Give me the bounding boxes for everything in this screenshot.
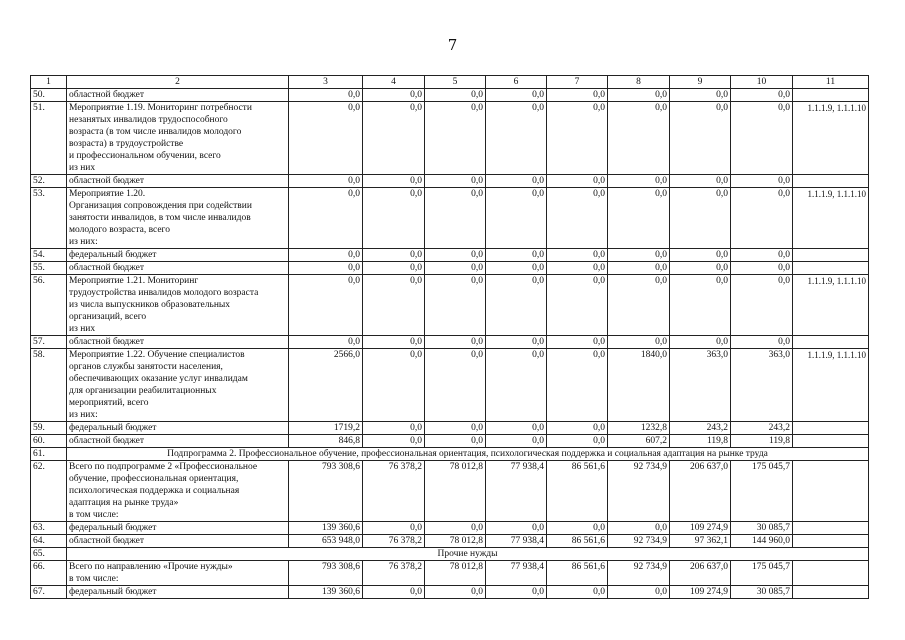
value-cell: 0,0 bbox=[425, 422, 486, 435]
value-cell: 0,0 bbox=[608, 586, 670, 599]
header-cell: 8 bbox=[608, 76, 670, 89]
value-cell: 846,8 bbox=[289, 435, 363, 448]
budget-table bbox=[30, 75, 869, 599]
value-cell: 0,0 bbox=[670, 275, 731, 336]
value-cell: 0,0 bbox=[670, 188, 731, 249]
row-number: 61. bbox=[31, 448, 67, 461]
row-number: 53. bbox=[31, 188, 67, 249]
table-body bbox=[31, 76, 869, 599]
value-cell: 0,0 bbox=[547, 586, 608, 599]
value-cell: 0,0 bbox=[363, 275, 425, 336]
table-row bbox=[31, 349, 869, 422]
codes-cell: 1.1.1.9, 1.1.1.10 bbox=[793, 349, 869, 422]
value-cell: 0,0 bbox=[363, 349, 425, 422]
value-cell: 0,0 bbox=[425, 336, 486, 349]
codes-cell bbox=[793, 561, 869, 586]
value-cell: 0,0 bbox=[731, 188, 793, 249]
value-cell: 0,0 bbox=[547, 522, 608, 535]
row-number: 66. bbox=[31, 561, 67, 586]
codes-cell bbox=[793, 522, 869, 535]
row-number: 57. bbox=[31, 336, 67, 349]
value-cell: 1840,0 bbox=[608, 349, 670, 422]
value-cell: 2566,0 bbox=[289, 349, 363, 422]
value-cell: 0,0 bbox=[608, 522, 670, 535]
header-cell: 4 bbox=[363, 76, 425, 89]
value-cell: 109 274,9 bbox=[670, 586, 731, 599]
section-title: Прочие нужды bbox=[67, 548, 869, 561]
value-cell: 0,0 bbox=[486, 262, 547, 275]
header-cell: 7 bbox=[547, 76, 608, 89]
table-row bbox=[31, 548, 869, 561]
table-row bbox=[31, 448, 869, 461]
header-cell: 9 bbox=[670, 76, 731, 89]
value-cell: 0,0 bbox=[289, 249, 363, 262]
value-cell: 653 948,0 bbox=[289, 535, 363, 548]
table-row bbox=[31, 249, 869, 262]
value-cell: 0,0 bbox=[363, 249, 425, 262]
value-cell: 0,0 bbox=[731, 249, 793, 262]
value-cell: 97 362,1 bbox=[670, 535, 731, 548]
table-row bbox=[31, 188, 869, 249]
row-number: 67. bbox=[31, 586, 67, 599]
row-number: 54. bbox=[31, 249, 67, 262]
codes-cell: 1.1.1.9, 1.1.1.10 bbox=[793, 102, 869, 175]
value-cell: 0,0 bbox=[486, 102, 547, 175]
value-cell: 206 637,0 bbox=[670, 561, 731, 586]
value-cell: 119,8 bbox=[731, 435, 793, 448]
value-cell: 0,0 bbox=[425, 275, 486, 336]
value-cell: 363,0 bbox=[670, 349, 731, 422]
value-cell: 0,0 bbox=[486, 275, 547, 336]
value-cell: 77 938,4 bbox=[486, 561, 547, 586]
value-cell: 0,0 bbox=[547, 435, 608, 448]
value-cell: 0,0 bbox=[731, 175, 793, 188]
item-name: областной бюджет bbox=[67, 535, 289, 548]
value-cell: 0,0 bbox=[608, 275, 670, 336]
value-cell: 0,0 bbox=[670, 175, 731, 188]
value-cell: 0,0 bbox=[608, 262, 670, 275]
value-cell: 78 012,8 bbox=[425, 461, 486, 522]
item-name: областной бюджет bbox=[67, 262, 289, 275]
item-name: областной бюджет bbox=[67, 336, 289, 349]
table-row bbox=[31, 561, 869, 586]
codes-cell bbox=[793, 336, 869, 349]
value-cell: 0,0 bbox=[289, 175, 363, 188]
codes-cell bbox=[793, 175, 869, 188]
value-cell: 0,0 bbox=[486, 336, 547, 349]
table-row bbox=[31, 89, 869, 102]
value-cell: 0,0 bbox=[486, 349, 547, 422]
item-name: областной бюджет bbox=[67, 435, 289, 448]
item-name: Всего по направлению «Прочие нужды» в том числе: bbox=[67, 561, 289, 586]
row-number: 55. bbox=[31, 262, 67, 275]
value-cell: 0,0 bbox=[547, 188, 608, 249]
value-cell: 0,0 bbox=[731, 275, 793, 336]
value-cell: 0,0 bbox=[363, 102, 425, 175]
row-number: 58. bbox=[31, 349, 67, 422]
table-row bbox=[31, 275, 869, 336]
header-cell: 10 bbox=[731, 76, 793, 89]
row-number: 56. bbox=[31, 275, 67, 336]
row-number: 51. bbox=[31, 102, 67, 175]
value-cell: 0,0 bbox=[486, 586, 547, 599]
value-cell: 0,0 bbox=[486, 188, 547, 249]
value-cell: 0,0 bbox=[425, 349, 486, 422]
value-cell: 0,0 bbox=[547, 89, 608, 102]
value-cell: 0,0 bbox=[425, 522, 486, 535]
value-cell: 0,0 bbox=[363, 435, 425, 448]
value-cell: 0,0 bbox=[670, 336, 731, 349]
value-cell: 92 734,9 bbox=[608, 561, 670, 586]
value-cell: 92 734,9 bbox=[608, 461, 670, 522]
value-cell: 0,0 bbox=[363, 89, 425, 102]
value-cell: 0,0 bbox=[425, 89, 486, 102]
value-cell: 0,0 bbox=[547, 275, 608, 336]
value-cell: 0,0 bbox=[731, 102, 793, 175]
value-cell: 0,0 bbox=[425, 175, 486, 188]
value-cell: 0,0 bbox=[670, 262, 731, 275]
value-cell: 0,0 bbox=[363, 175, 425, 188]
value-cell: 0,0 bbox=[547, 336, 608, 349]
value-cell: 109 274,9 bbox=[670, 522, 731, 535]
value-cell: 76 378,2 bbox=[363, 461, 425, 522]
value-cell: 0,0 bbox=[486, 422, 547, 435]
row-number: 60. bbox=[31, 435, 67, 448]
value-cell: 30 085,7 bbox=[731, 586, 793, 599]
table-row bbox=[31, 586, 869, 599]
value-cell: 78 012,8 bbox=[425, 561, 486, 586]
value-cell: 0,0 bbox=[547, 262, 608, 275]
value-cell: 175 045,7 bbox=[731, 461, 793, 522]
codes-cell bbox=[793, 262, 869, 275]
value-cell: 78 012,8 bbox=[425, 535, 486, 548]
value-cell: 0,0 bbox=[289, 188, 363, 249]
value-cell: 363,0 bbox=[731, 349, 793, 422]
value-cell: 0,0 bbox=[425, 188, 486, 249]
page-number: 7 bbox=[447, 36, 458, 54]
value-cell: 0,0 bbox=[670, 102, 731, 175]
value-cell: 1719,2 bbox=[289, 422, 363, 435]
value-cell: 0,0 bbox=[547, 175, 608, 188]
value-cell: 0,0 bbox=[731, 89, 793, 102]
header-cell: 3 bbox=[289, 76, 363, 89]
codes-cell bbox=[793, 89, 869, 102]
row-number: 62. bbox=[31, 461, 67, 522]
value-cell: 0,0 bbox=[363, 422, 425, 435]
table-row bbox=[31, 175, 869, 188]
value-cell: 793 308,6 bbox=[289, 461, 363, 522]
table-row bbox=[31, 422, 869, 435]
item-name: федеральный бюджет bbox=[67, 422, 289, 435]
value-cell: 139 360,6 bbox=[289, 586, 363, 599]
value-cell: 793 308,6 bbox=[289, 561, 363, 586]
value-cell: 0,0 bbox=[363, 336, 425, 349]
value-cell: 0,0 bbox=[363, 586, 425, 599]
item-name: областной бюджет bbox=[67, 175, 289, 188]
value-cell: 0,0 bbox=[670, 89, 731, 102]
value-cell: 0,0 bbox=[547, 349, 608, 422]
value-cell: 0,0 bbox=[425, 102, 486, 175]
value-cell: 92 734,9 bbox=[608, 535, 670, 548]
value-cell: 119,8 bbox=[670, 435, 731, 448]
table-row bbox=[31, 262, 869, 275]
value-cell: 0,0 bbox=[608, 188, 670, 249]
table-row bbox=[31, 535, 869, 548]
value-cell: 0,0 bbox=[289, 275, 363, 336]
value-cell: 0,0 bbox=[731, 262, 793, 275]
value-cell: 86 561,6 bbox=[547, 535, 608, 548]
table-row bbox=[31, 461, 869, 522]
value-cell: 0,0 bbox=[608, 175, 670, 188]
item-name: Мероприятие 1.20. Организация сопровождения при содействии занятости инвалидов, в том числе инвалидов молодого возраста, всего из них: bbox=[67, 188, 289, 249]
item-name: Мероприятие 1.19. Мониторинг потребности незанятых инвалидов трудоспособного возраста (в том числе инвалидов молодого возраста) в трудоустройстве и профессиональном обучении, всего из них bbox=[67, 102, 289, 175]
value-cell: 30 085,7 bbox=[731, 522, 793, 535]
item-name: Мероприятие 1.22. Обучение специалистов органов службы занятости населения, обеспечивающих оказание услуг инвалидам для организации реабилитационных мероприятий, всего из них: bbox=[67, 349, 289, 422]
header-cell: 2 bbox=[67, 76, 289, 89]
value-cell: 0,0 bbox=[425, 262, 486, 275]
value-cell: 0,0 bbox=[608, 336, 670, 349]
row-number: 50. bbox=[31, 89, 67, 102]
value-cell: 0,0 bbox=[608, 102, 670, 175]
value-cell: 0,0 bbox=[731, 336, 793, 349]
value-cell: 1232,8 bbox=[608, 422, 670, 435]
value-cell: 0,0 bbox=[486, 522, 547, 535]
value-cell: 0,0 bbox=[289, 262, 363, 275]
header-cell: 6 bbox=[486, 76, 547, 89]
row-number: 63. bbox=[31, 522, 67, 535]
value-cell: 0,0 bbox=[486, 89, 547, 102]
value-cell: 77 938,4 bbox=[486, 461, 547, 522]
value-cell: 77 938,4 bbox=[486, 535, 547, 548]
value-cell: 243,2 bbox=[731, 422, 793, 435]
value-cell: 86 561,6 bbox=[547, 561, 608, 586]
value-cell: 206 637,0 bbox=[670, 461, 731, 522]
value-cell: 0,0 bbox=[486, 175, 547, 188]
item-name: Всего по подпрограмме 2 «Профессиональное обучение, профессиональная ориентация, психологическая поддержка и социальная адаптация на рынке труда» в том числе: bbox=[67, 461, 289, 522]
codes-cell bbox=[793, 249, 869, 262]
value-cell: 175 045,7 bbox=[731, 561, 793, 586]
value-cell: 0,0 bbox=[547, 102, 608, 175]
codes-cell: 1.1.1.9, 1.1.1.10 bbox=[793, 188, 869, 249]
value-cell: 0,0 bbox=[289, 102, 363, 175]
value-cell: 0,0 bbox=[547, 422, 608, 435]
value-cell: 0,0 bbox=[486, 435, 547, 448]
codes-cell bbox=[793, 435, 869, 448]
row-number: 65. bbox=[31, 548, 67, 561]
value-cell: 0,0 bbox=[608, 249, 670, 262]
value-cell: 0,0 bbox=[425, 435, 486, 448]
value-cell: 0,0 bbox=[363, 188, 425, 249]
codes-cell bbox=[793, 422, 869, 435]
table-row bbox=[31, 102, 869, 175]
table-row bbox=[31, 522, 869, 535]
item-name: областной бюджет bbox=[67, 89, 289, 102]
value-cell: 0,0 bbox=[486, 249, 547, 262]
value-cell: 144 960,0 bbox=[731, 535, 793, 548]
value-cell: 76 378,2 bbox=[363, 535, 425, 548]
header-cell: 11 bbox=[793, 76, 869, 89]
value-cell: 0,0 bbox=[608, 89, 670, 102]
header-cell: 5 bbox=[425, 76, 486, 89]
table-row bbox=[31, 435, 869, 448]
section-title: Подпрограмма 2. Профессиональное обучение, профессиональная ориентация, психологическая поддержка и социальная адаптация на рынке труда bbox=[67, 448, 869, 461]
row-number: 52. bbox=[31, 175, 67, 188]
value-cell: 0,0 bbox=[547, 249, 608, 262]
item-name: федеральный бюджет bbox=[67, 586, 289, 599]
value-cell: 607,2 bbox=[608, 435, 670, 448]
header-row bbox=[31, 76, 869, 89]
item-name: федеральный бюджет bbox=[67, 522, 289, 535]
row-number: 64. bbox=[31, 535, 67, 548]
row-number: 59. bbox=[31, 422, 67, 435]
value-cell: 139 360,6 bbox=[289, 522, 363, 535]
codes-cell: 1.1.1.9, 1.1.1.10 bbox=[793, 275, 869, 336]
value-cell: 0,0 bbox=[670, 249, 731, 262]
value-cell: 76 378,2 bbox=[363, 561, 425, 586]
value-cell: 0,0 bbox=[289, 89, 363, 102]
item-name: федеральный бюджет bbox=[67, 249, 289, 262]
codes-cell bbox=[793, 586, 869, 599]
header-cell: 1 bbox=[31, 76, 67, 89]
value-cell: 243,2 bbox=[670, 422, 731, 435]
value-cell: 0,0 bbox=[425, 586, 486, 599]
codes-cell bbox=[793, 461, 869, 522]
item-name: Мероприятие 1.21. Мониторинг трудоустройства инвалидов молодого возраста из числа выпускников образовательных организаций, всего из них bbox=[67, 275, 289, 336]
table-row bbox=[31, 336, 869, 349]
value-cell: 0,0 bbox=[363, 262, 425, 275]
value-cell: 0,0 bbox=[289, 336, 363, 349]
codes-cell bbox=[793, 535, 869, 548]
value-cell: 0,0 bbox=[363, 522, 425, 535]
value-cell: 0,0 bbox=[425, 249, 486, 262]
value-cell: 86 561,6 bbox=[547, 461, 608, 522]
